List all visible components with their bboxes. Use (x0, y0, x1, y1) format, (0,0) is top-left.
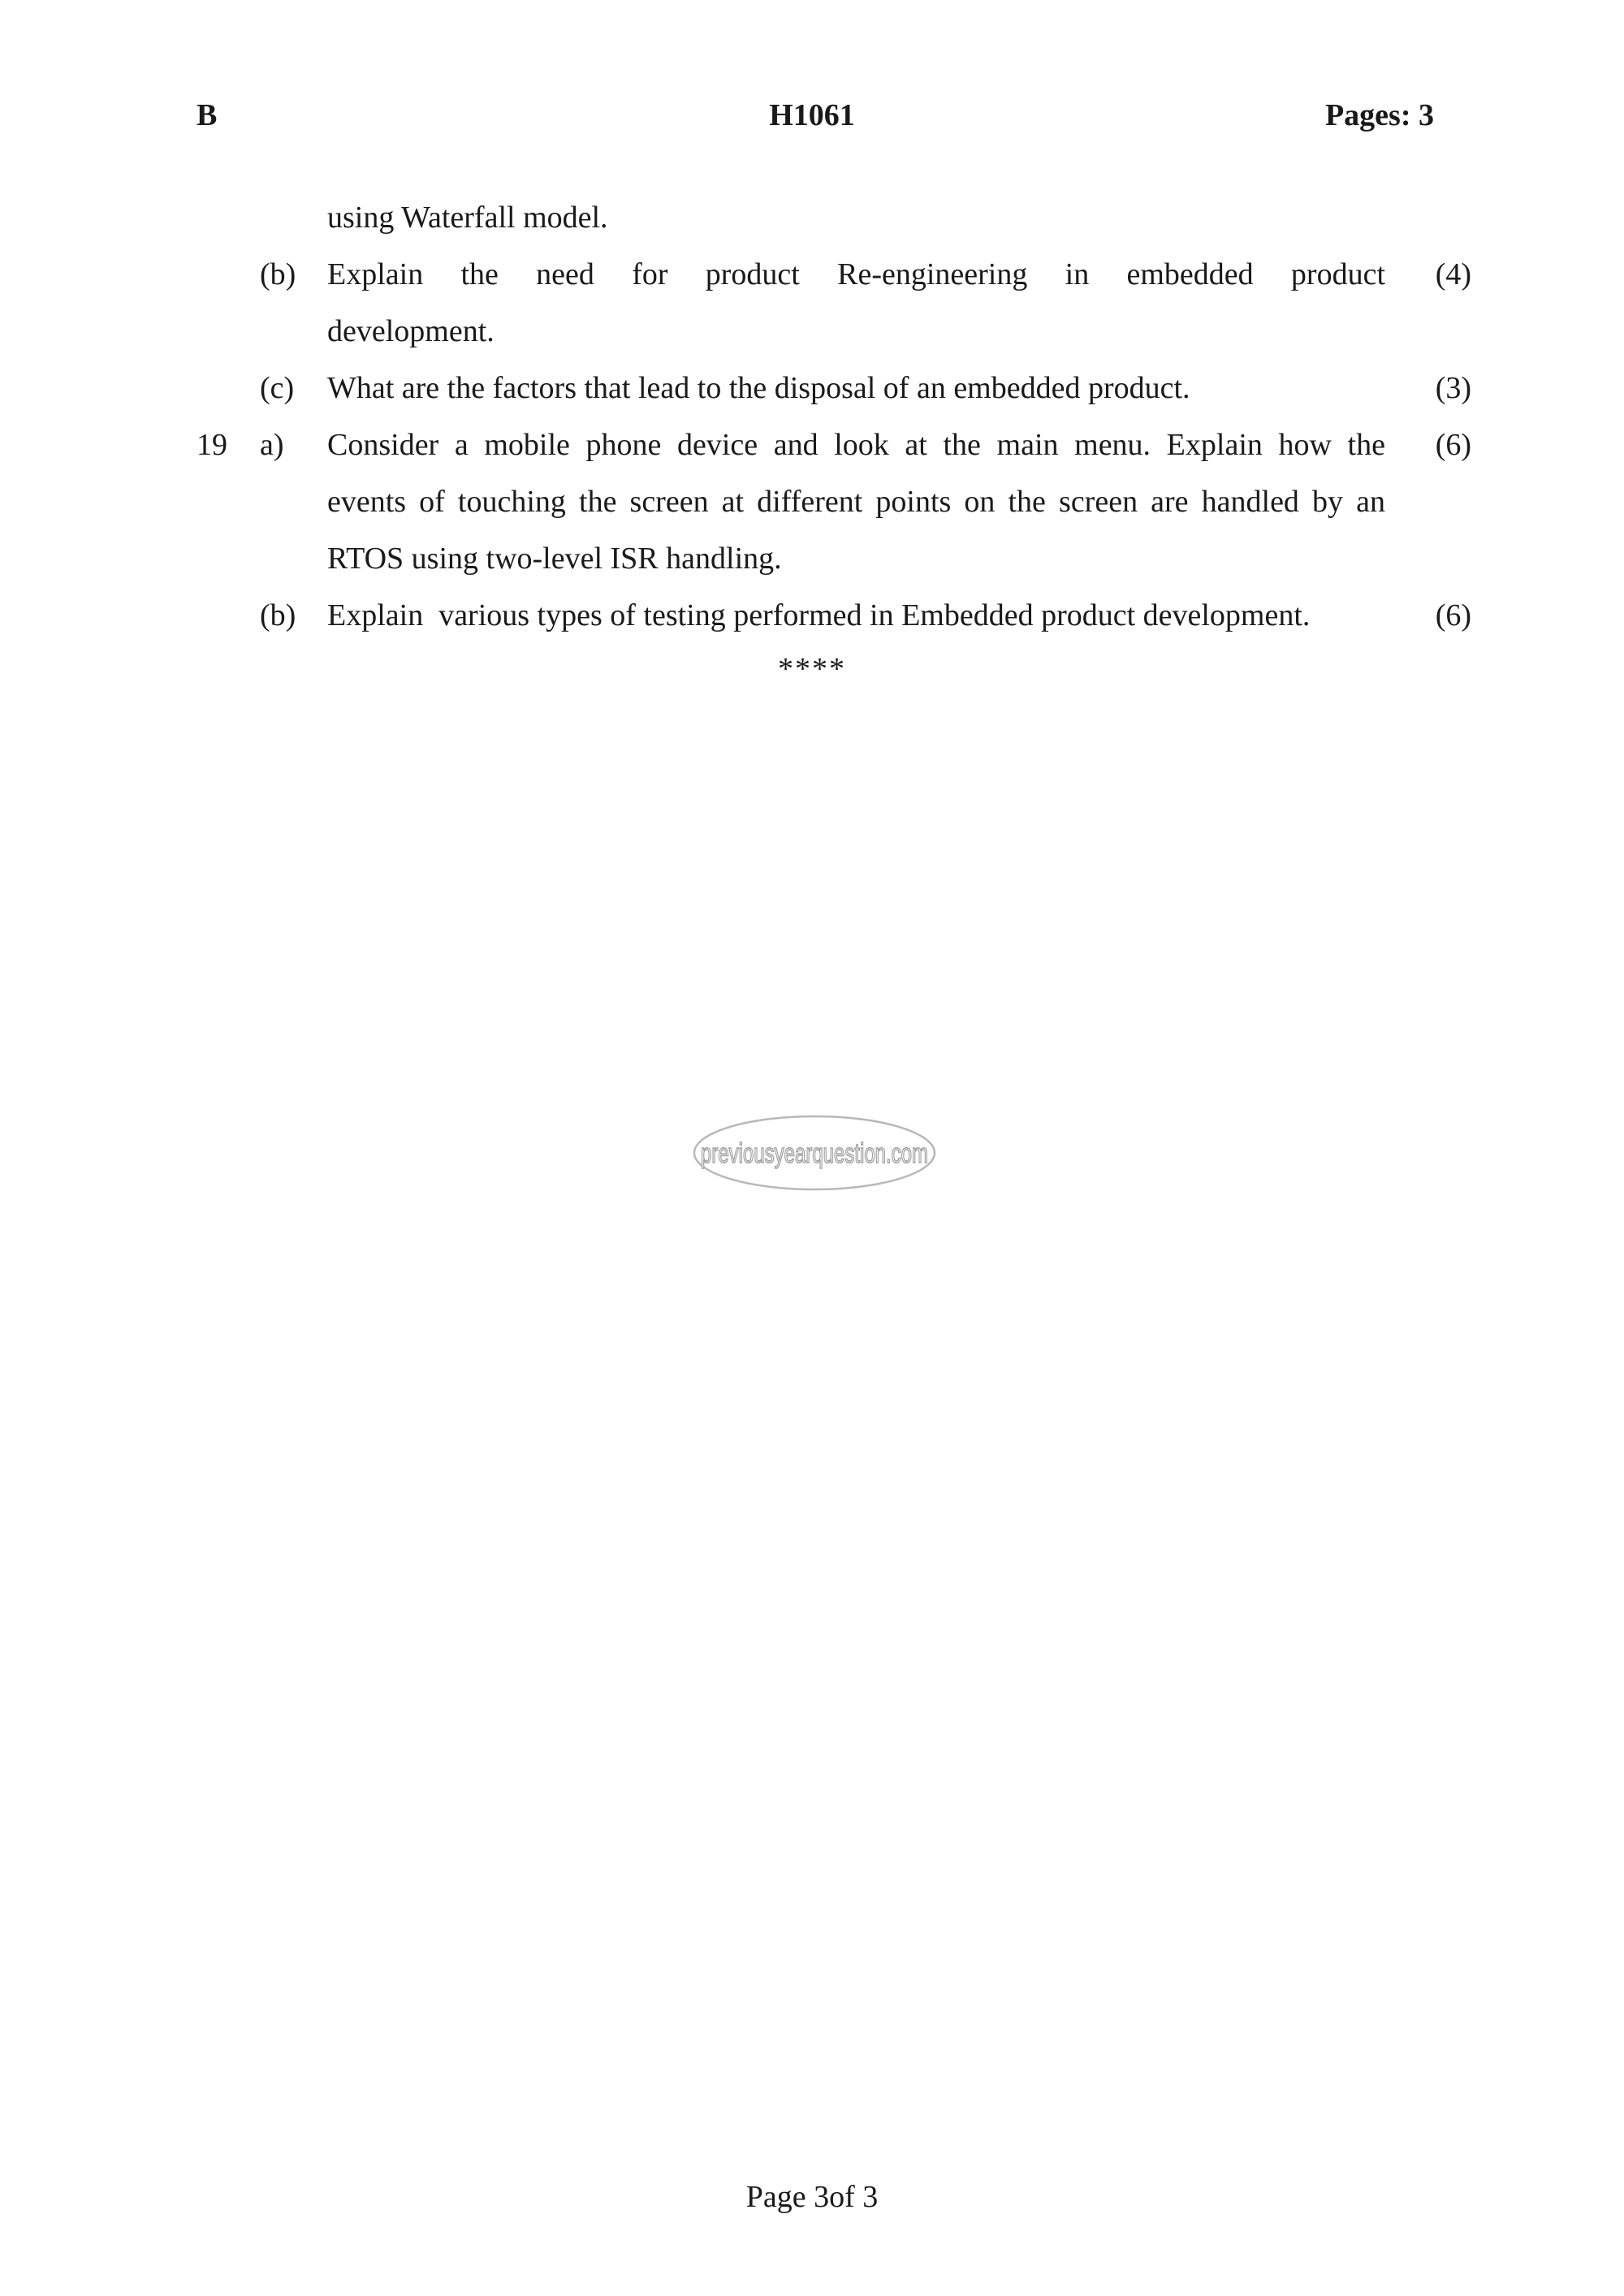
question-18c-label: (c) (260, 371, 295, 405)
question-19-number: 19 (197, 428, 227, 462)
header-set-code: B (197, 98, 218, 132)
header-page-count: Pages: 3 (1324, 98, 1434, 132)
watermark-logo (692, 1114, 937, 1192)
question-19b-marks: (6) (1435, 598, 1471, 632)
end-of-paper-marker: **** (778, 652, 846, 686)
question-19b-label: (b) (260, 598, 296, 632)
header-paper-code: H1061 (769, 98, 855, 132)
question-19b-text: Explain various types of testing performed in Embedded product development. (327, 598, 1311, 632)
question-18b-text-line1: Explain the need for product Re-engineering in embedded product (327, 257, 1385, 291)
question-19a-text-line1: Consider a mobile phone device and look at the main menu. Explain how the (327, 428, 1385, 462)
question-18b-marks: (4) (1435, 257, 1471, 291)
question-19a-label: a) (260, 428, 284, 462)
question-continuation-text: using Waterfall model. (327, 201, 608, 235)
question-19a-text-line3: RTOS using two-level ISR handling. (327, 542, 782, 576)
question-19a-marks: (6) (1435, 428, 1471, 462)
watermark-text: previousyearquestion.com (701, 1138, 928, 1169)
page-footer: Page 3of 3 (745, 2180, 879, 2214)
question-18b-label: (b) (260, 257, 296, 291)
question-18c-marks: (3) (1435, 371, 1471, 405)
question-18b-text-line2: development. (327, 314, 495, 348)
question-19a-text-line2: events of touching the screen at different points on the screen are handled by an (327, 485, 1385, 519)
question-18c-text: What are the factors that lead to the disposal of an embedded product. (327, 371, 1190, 405)
